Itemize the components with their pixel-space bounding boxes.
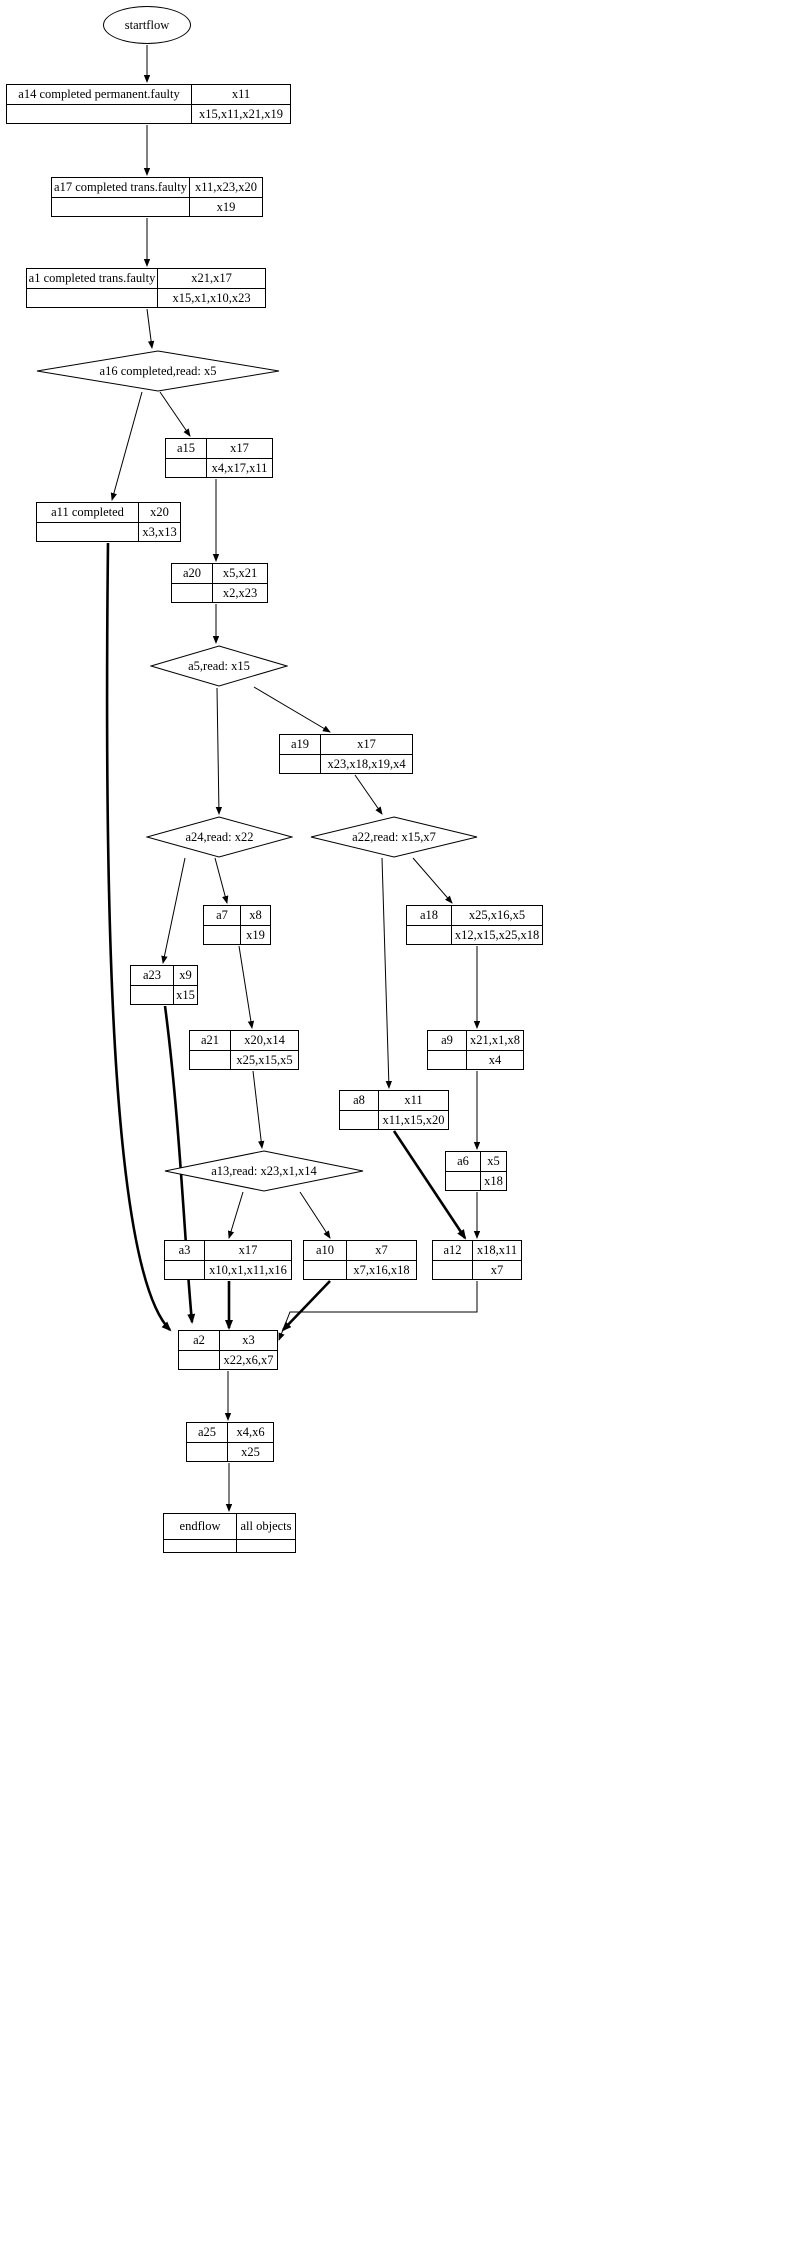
node-a23-bottom <box>131 986 197 1005</box>
node-endflow-top-right: all objects <box>240 1519 292 1534</box>
node-a15-bottom <box>166 459 272 478</box>
node-a19-bottom-left <box>280 755 321 774</box>
node-endflow-top-left: endflow <box>164 1514 237 1539</box>
node-a1-bottom <box>27 289 265 308</box>
node-a18[interactable] <box>406 905 543 945</box>
node-a23-bottom-right: x15 <box>176 987 195 1002</box>
node-startflow[interactable] <box>103 6 191 44</box>
node-a8-top-right: x11 <box>404 1093 423 1107</box>
node-a5-label: a5,read: x15 <box>188 658 250 673</box>
node-a6-bottom-right: x18 <box>484 1173 503 1188</box>
node-a6-top <box>446 1152 506 1172</box>
node-a10-top-right: x7 <box>375 1243 388 1257</box>
node-a12-top-right: x18,x11 <box>476 1243 518 1257</box>
node-a11[interactable] <box>36 502 181 542</box>
node-a12-bottom-left <box>433 1261 473 1280</box>
node-a22[interactable] <box>310 816 478 858</box>
node-a18-top-left: a18 <box>407 906 452 925</box>
node-a23-top-left: a23 <box>131 966 174 985</box>
node-a12-bottom-right: x7 <box>490 1262 504 1277</box>
node-a2-bottom-right: x22,x6,x7 <box>223 1352 274 1367</box>
node-a12-top-left: a12 <box>433 1241 473 1260</box>
node-a19-top <box>280 735 412 755</box>
node-a13-label: a13,read: x23,x1,x14 <box>211 1163 317 1178</box>
node-a11-top <box>37 503 180 523</box>
node-a2-top-right: x3 <box>242 1333 255 1347</box>
node-a20-top-left: a20 <box>172 564 213 583</box>
node-a25-bottom-right: x25 <box>241 1444 260 1459</box>
node-a20[interactable] <box>171 563 268 603</box>
node-a18-top <box>407 906 542 926</box>
node-a11-bottom-right: x3,x13 <box>142 524 177 539</box>
node-a7-bottom-left <box>204 926 241 945</box>
node-a25-bottom-left <box>187 1443 228 1462</box>
node-a8-bottom <box>340 1111 448 1130</box>
node-a3-bottom <box>165 1261 291 1280</box>
node-a15-top-left: a15 <box>166 439 207 458</box>
node-a7-bottom <box>204 926 270 945</box>
node-startflow-label: startflow <box>124 17 170 32</box>
node-a21-bottom <box>190 1051 298 1070</box>
node-a7-top <box>204 906 270 926</box>
node-a15[interactable] <box>165 438 273 478</box>
node-a6-top-right: x5 <box>487 1154 500 1168</box>
node-a20-top-right: x5,x21 <box>222 566 258 580</box>
node-a2-bottom <box>179 1351 277 1370</box>
node-endflow-top <box>164 1514 295 1540</box>
node-a7-bottom-right: x19 <box>246 927 265 942</box>
node-a23-top <box>131 966 197 986</box>
node-a23-bottom-left <box>131 986 174 1005</box>
node-a3[interactable] <box>164 1240 292 1280</box>
node-a15-bottom-right: x4,x17,x11 <box>211 460 268 475</box>
node-a17-bottom-right: x19 <box>216 199 236 214</box>
node-a17-top-right: x11,x23,x20 <box>194 180 258 194</box>
node-a1-bottom-left <box>27 289 158 308</box>
node-a16-label: a16 completed,read: x5 <box>99 363 217 378</box>
node-a17-bottom <box>52 198 262 217</box>
node-a11-top-right: x20 <box>150 505 169 519</box>
node-a10[interactable] <box>303 1240 417 1280</box>
node-a9-bottom-left <box>428 1051 467 1070</box>
node-a6-bottom <box>446 1172 506 1191</box>
node-a9-top-left: a9 <box>428 1031 467 1050</box>
node-a12[interactable] <box>432 1240 522 1280</box>
node-a7[interactable] <box>203 905 271 945</box>
node-a1-top-left: a1 completed trans.faulty <box>27 269 158 288</box>
node-a5[interactable] <box>150 645 288 687</box>
node-a2[interactable] <box>178 1330 278 1370</box>
node-a25-top <box>187 1423 273 1443</box>
node-a16[interactable] <box>36 350 280 392</box>
node-endflow[interactable] <box>163 1513 296 1553</box>
node-a17-top <box>52 178 262 198</box>
node-a3-bottom-left <box>165 1261 205 1280</box>
node-a12-bottom <box>433 1261 521 1280</box>
node-a21-bottom-left <box>190 1051 231 1070</box>
node-a14-bottom-left <box>7 105 192 124</box>
node-a7-top-right: x8 <box>249 908 262 922</box>
node-a12-top <box>433 1241 521 1261</box>
node-a20-bottom-right: x2,x23 <box>222 585 258 600</box>
node-a6[interactable] <box>445 1151 507 1191</box>
node-a3-top <box>165 1241 291 1261</box>
node-endflow-bottom <box>164 1540 295 1552</box>
node-a10-top-left: a10 <box>304 1241 347 1260</box>
node-a21-top-right: x20,x14 <box>244 1033 285 1047</box>
node-a20-bottom-left <box>172 584 213 603</box>
node-a9-top-right: x21,x1,x8 <box>470 1033 520 1047</box>
node-a1-bottom-right: x15,x1,x10,x23 <box>172 290 251 305</box>
node-a11-bottom <box>37 523 180 542</box>
node-a14-bottom-right: x15,x11,x21,x19 <box>199 106 283 121</box>
node-a18-bottom-right: x12,x15,x25,x18 <box>454 927 540 942</box>
node-a10-bottom-right: x7,x16,x18 <box>353 1262 410 1277</box>
node-a2-top <box>179 1331 277 1351</box>
node-a6-top-left: a6 <box>446 1152 481 1171</box>
node-a25[interactable] <box>186 1422 274 1462</box>
node-a9[interactable] <box>427 1030 524 1070</box>
node-a1-top <box>27 269 265 289</box>
node-a8-bottom-right: x11,x15,x20 <box>382 1112 445 1127</box>
node-a2-top-left: a2 <box>179 1331 220 1350</box>
node-a25-top-right: x4,x6 <box>236 1425 265 1439</box>
node-a15-bottom-left <box>166 459 207 478</box>
node-a10-bottom <box>304 1261 416 1280</box>
node-a21-bottom-right: x25,x15,x5 <box>236 1052 293 1067</box>
node-a9-top <box>428 1031 523 1051</box>
node-a14-bottom <box>7 105 290 124</box>
node-a25-bottom <box>187 1443 273 1462</box>
node-a10-bottom-left <box>304 1261 347 1280</box>
node-a21[interactable] <box>189 1030 299 1070</box>
node-a19-top-right: x17 <box>357 737 376 751</box>
node-a19[interactable] <box>279 734 413 774</box>
node-a18-top-right: x25,x16,x5 <box>468 908 526 922</box>
node-a22-label: a22,read: x15,x7 <box>352 829 436 844</box>
node-a17[interactable] <box>51 177 263 217</box>
node-a1-top-right: x21,x17 <box>191 271 232 285</box>
node-a11-top-left: a11 completed <box>37 503 139 522</box>
node-a8-top <box>340 1091 448 1111</box>
node-a9-bottom-right: x4 <box>488 1052 502 1067</box>
node-a2-bottom-left <box>179 1351 220 1370</box>
node-a3-top-right: x17 <box>238 1243 258 1257</box>
node-a14[interactable] <box>6 84 291 124</box>
node-a18-bottom-left <box>407 926 452 945</box>
node-a18-bottom <box>407 926 542 945</box>
node-endflow-bottom-right <box>237 1540 295 1552</box>
node-a6-bottom-left <box>446 1172 481 1191</box>
node-a17-bottom-left <box>52 198 190 217</box>
node-a3-top-left: a3 <box>165 1241 205 1260</box>
node-a1[interactable] <box>26 268 266 308</box>
node-a19-bottom-right: x23,x18,x19,x4 <box>327 756 406 771</box>
node-a14-top <box>7 85 290 105</box>
node-a21-top-left: a21 <box>190 1031 231 1050</box>
node-a23[interactable] <box>130 965 198 1005</box>
node-a15-top <box>166 439 272 459</box>
node-a8-bottom-left <box>340 1111 379 1130</box>
node-a21-top <box>190 1031 298 1051</box>
node-a24[interactable] <box>146 816 293 858</box>
node-a8-top-left: a8 <box>340 1091 379 1110</box>
node-a25-top-left: a25 <box>187 1423 228 1442</box>
node-a15-top-right: x17 <box>230 441 249 455</box>
node-a19-bottom <box>280 755 412 774</box>
node-a20-top <box>172 564 267 584</box>
node-a23-top-right: x9 <box>179 968 192 982</box>
node-a17-top-left: a17 completed trans.faulty <box>52 178 190 197</box>
node-a11-bottom-left <box>37 523 139 542</box>
node-a8[interactable] <box>339 1090 449 1130</box>
node-a14-top-right: x11 <box>231 87 251 101</box>
node-a13[interactable] <box>164 1150 364 1192</box>
node-a9-bottom <box>428 1051 523 1070</box>
node-a10-top <box>304 1241 416 1261</box>
node-a20-bottom <box>172 584 267 603</box>
node-a3-bottom-right: x10,x1,x11,x16 <box>209 1262 287 1277</box>
node-a14-top-left: a14 completed permanent.faulty <box>7 85 192 104</box>
node-endflow-bottom-left <box>164 1540 237 1552</box>
node-a24-label: a24,read: x22 <box>185 829 254 844</box>
node-a7-top-left: a7 <box>204 906 241 925</box>
node-a19-top-left: a19 <box>280 735 321 754</box>
